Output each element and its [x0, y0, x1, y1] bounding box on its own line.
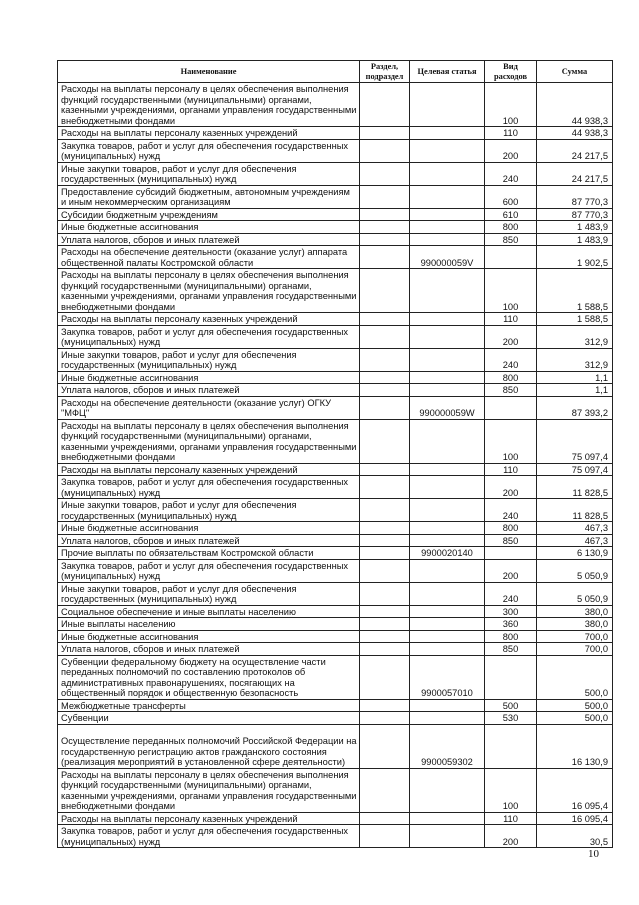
table-row: [58, 582, 613, 605]
cell-article: [410, 83, 485, 127]
cell-vid: [485, 246, 537, 269]
cell-article: [410, 534, 485, 547]
cell-article: [410, 630, 485, 643]
cell-name: Иные бюджетные ассигнования: [58, 221, 360, 234]
cell-vid: 300: [485, 605, 537, 618]
cell-article: [410, 522, 485, 535]
table-row: [58, 825, 613, 848]
cell-vid: 200: [485, 476, 537, 499]
table-row: [58, 83, 613, 127]
cell-name: Расходы на выплаты персоналу в целях обеспечения выполнения функций государственными (муниципальными) органами, казенными учреждениями, органами управления государственными внебюджетными фондами: [58, 419, 360, 463]
cell-name: Расходы на выплаты персоналу казенных учреждений: [58, 812, 360, 825]
cell-section: [360, 396, 410, 419]
cell-sum: 16 095,4: [537, 768, 613, 812]
cell-section: [360, 246, 410, 269]
cell-name: Расходы на выплаты персоналу казенных учреждений: [58, 313, 360, 326]
cell-vid: 200: [485, 559, 537, 582]
cell-section: [360, 313, 410, 326]
cell-sum: 87 770,3: [537, 185, 613, 208]
cell-article: 990000059V: [410, 246, 485, 269]
cell-section: [360, 605, 410, 618]
cell-sum: 5 050,9: [537, 582, 613, 605]
cell-article: [410, 825, 485, 848]
cell-vid: 850: [485, 534, 537, 547]
table-row: [58, 221, 613, 234]
cell-name: Закупка товаров, работ и услуг для обеспечения государственных (муниципальных) нужд: [58, 825, 360, 848]
cell-article: [410, 348, 485, 371]
table-row: [58, 476, 613, 499]
cell-vid: [485, 396, 537, 419]
cell-name: Субвенции федеральному бюджету на осуществление части переданных полномочий по составлению протоколов об административных правонарушениях, посягающих на общественный порядок и общественную безопасность: [58, 655, 360, 699]
cell-name: Уплата налогов, сборов и иных платежей: [58, 643, 360, 656]
table-row: [58, 396, 613, 419]
cell-article: [410, 699, 485, 712]
table-row: [58, 712, 613, 725]
cell-article: [410, 605, 485, 618]
cell-section: [360, 419, 410, 463]
cell-name: Иные бюджетные ассигнования: [58, 522, 360, 535]
cell-name: Закупка товаров, работ и услуг для обеспечения государственных (муниципальных) нужд: [58, 139, 360, 162]
cell-vid: 100: [485, 83, 537, 127]
cell-name: Иные закупки товаров, работ и услуг для обеспечения государственных (муниципальных) нужд: [58, 582, 360, 605]
cell-article: [410, 476, 485, 499]
cell-article: [410, 582, 485, 605]
cell-section: [360, 139, 410, 162]
cell-sum: 467,3: [537, 534, 613, 547]
cell-sum: 1,1: [537, 371, 613, 384]
header-vid: Вид расходов: [485, 61, 537, 83]
cell-section: [360, 712, 410, 725]
cell-section: [360, 559, 410, 582]
cell-article: [410, 712, 485, 725]
cell-vid: 800: [485, 522, 537, 535]
cell-sum: 500,0: [537, 699, 613, 712]
table-row: [58, 499, 613, 522]
cell-name: Иные бюджетные ассигнования: [58, 630, 360, 643]
cell-section: [360, 348, 410, 371]
cell-name: Уплата налогов, сборов и иных платежей: [58, 233, 360, 246]
cell-sum: 1 588,5: [537, 269, 613, 313]
table-row: [58, 618, 613, 631]
table-row: [58, 547, 613, 560]
cell-name: Расходы на выплаты персоналу казенных учреждений: [58, 463, 360, 476]
cell-article: [410, 185, 485, 208]
cell-sum: 1,1: [537, 384, 613, 397]
budget-document: [57, 60, 612, 848]
table-row: [58, 127, 613, 140]
cell-section: [360, 384, 410, 397]
cell-vid: 110: [485, 812, 537, 825]
cell-article: 9900059302: [410, 724, 485, 768]
cell-name: Расходы на выплаты персоналу в целях обеспечения выполнения функций государственными (муниципальными) органами, казенными учреждениями, органами управления государственными внебюджетными фондами: [58, 768, 360, 812]
cell-name: Иные закупки товаров, работ и услуг для обеспечения государственных (муниципальных) нужд: [58, 499, 360, 522]
cell-section: [360, 655, 410, 699]
cell-name: Межбюджетные трансферты: [58, 699, 360, 712]
cell-vid: [485, 655, 537, 699]
cell-vid: 240: [485, 582, 537, 605]
cell-article: [410, 325, 485, 348]
cell-section: [360, 699, 410, 712]
cell-sum: 700,0: [537, 630, 613, 643]
cell-name: Закупка товаров, работ и услуг для обеспечения государственных (муниципальных) нужд: [58, 559, 360, 582]
cell-sum: 75 097,4: [537, 463, 613, 476]
cell-article: [410, 221, 485, 234]
cell-sum: 1 902,5: [537, 246, 613, 269]
cell-section: [360, 768, 410, 812]
cell-vid: [485, 724, 537, 768]
cell-section: [360, 522, 410, 535]
table-row: [58, 463, 613, 476]
cell-sum: 87 393,2: [537, 396, 613, 419]
cell-section: [360, 83, 410, 127]
cell-sum: 500,0: [537, 712, 613, 725]
cell-section: [360, 643, 410, 656]
cell-vid: 100: [485, 768, 537, 812]
cell-sum: 16 130,9: [537, 724, 613, 768]
page-number: 10: [588, 848, 599, 860]
cell-section: [360, 127, 410, 140]
table-row: [58, 269, 613, 313]
cell-sum: 6 130,9: [537, 547, 613, 560]
table-row: [58, 139, 613, 162]
cell-sum: 312,9: [537, 348, 613, 371]
table-header-row: [58, 61, 613, 83]
cell-article: 9900020140: [410, 547, 485, 560]
cell-section: [360, 476, 410, 499]
cell-article: 9900057010: [410, 655, 485, 699]
cell-article: [410, 233, 485, 246]
table-row: [58, 371, 613, 384]
cell-article: [410, 127, 485, 140]
cell-name: Прочие выплаты по обязательствам Костромской области: [58, 547, 360, 560]
cell-article: [410, 313, 485, 326]
cell-vid: 200: [485, 325, 537, 348]
cell-section: [360, 618, 410, 631]
cell-sum: 44 938,3: [537, 127, 613, 140]
table-row: [58, 419, 613, 463]
cell-article: [410, 419, 485, 463]
cell-name: Субсидии бюджетным учреждениям: [58, 208, 360, 221]
table-row: [58, 534, 613, 547]
cell-vid: 200: [485, 139, 537, 162]
cell-sum: 467,3: [537, 522, 613, 535]
cell-section: [360, 582, 410, 605]
table-row: [58, 643, 613, 656]
cell-sum: 30,5: [537, 825, 613, 848]
cell-sum: 75 097,4: [537, 419, 613, 463]
table-row: [58, 162, 613, 185]
cell-vid: 110: [485, 463, 537, 476]
header-article: Целевая статья: [410, 61, 485, 83]
cell-section: [360, 499, 410, 522]
cell-vid: 610: [485, 208, 537, 221]
cell-vid: 500: [485, 699, 537, 712]
cell-vid: 240: [485, 499, 537, 522]
table-row: [58, 768, 613, 812]
cell-vid: 800: [485, 371, 537, 384]
cell-name: Уплата налогов, сборов и иных платежей: [58, 384, 360, 397]
table-row: [58, 384, 613, 397]
header-name: Наименование: [58, 61, 360, 83]
table-row: [58, 655, 613, 699]
cell-name: Иные бюджетные ассигнования: [58, 371, 360, 384]
table-row: [58, 348, 613, 371]
cell-name: Иные закупки товаров, работ и услуг для обеспечения государственных (муниципальных) нужд: [58, 162, 360, 185]
cell-sum: 5 050,9: [537, 559, 613, 582]
cell-sum: 11 828,5: [537, 476, 613, 499]
cell-vid: 800: [485, 221, 537, 234]
cell-article: [410, 618, 485, 631]
cell-article: [410, 162, 485, 185]
cell-name: Расходы на обеспечение деятельности (оказание услуг) ОГКУ "МФЦ": [58, 396, 360, 419]
cell-article: 990000059W: [410, 396, 485, 419]
table-row: [58, 699, 613, 712]
cell-section: [360, 371, 410, 384]
header-section: Раздел, подраздел: [360, 61, 410, 83]
cell-name: Социальное обеспечение и иные выплаты населению: [58, 605, 360, 618]
cell-section: [360, 208, 410, 221]
cell-sum: 380,0: [537, 618, 613, 631]
cell-section: [360, 825, 410, 848]
cell-section: [360, 162, 410, 185]
table-row: [58, 522, 613, 535]
cell-article: [410, 499, 485, 522]
cell-sum: 24 217,5: [537, 139, 613, 162]
budget-table: [57, 60, 613, 848]
cell-section: [360, 221, 410, 234]
cell-article: [410, 208, 485, 221]
cell-vid: 240: [485, 162, 537, 185]
cell-name: Уплата налогов, сборов и иных платежей: [58, 534, 360, 547]
cell-sum: 24 217,5: [537, 162, 613, 185]
cell-section: [360, 325, 410, 348]
cell-article: [410, 559, 485, 582]
cell-section: [360, 630, 410, 643]
cell-article: [410, 139, 485, 162]
cell-vid: [485, 547, 537, 560]
cell-name: Осуществление переданных полномочий Российской Федерации на государственную регистрацию актов гражданского состояния (реализация мероприятий в установленной сфере деятельности): [58, 724, 360, 768]
cell-vid: 600: [485, 185, 537, 208]
cell-sum: 1 483,9: [537, 221, 613, 234]
cell-sum: 16 095,4: [537, 812, 613, 825]
cell-name: Расходы на выплаты персоналу в целях обеспечения выполнения функций государственными (муниципальными) органами, казенными учреждениями, органами управления государственными внебюджетными фондами: [58, 269, 360, 313]
cell-sum: 87 770,3: [537, 208, 613, 221]
cell-section: [360, 233, 410, 246]
table-row: [58, 313, 613, 326]
cell-article: [410, 269, 485, 313]
cell-article: [410, 384, 485, 397]
cell-vid: 850: [485, 643, 537, 656]
cell-vid: 360: [485, 618, 537, 631]
cell-sum: 1 483,9: [537, 233, 613, 246]
cell-vid: 850: [485, 233, 537, 246]
table-row: [58, 630, 613, 643]
cell-vid: 100: [485, 269, 537, 313]
cell-article: [410, 768, 485, 812]
cell-name: Закупка товаров, работ и услуг для обеспечения государственных (муниципальных) нужд: [58, 325, 360, 348]
cell-section: [360, 812, 410, 825]
cell-article: [410, 463, 485, 476]
cell-article: [410, 812, 485, 825]
table-row: [58, 208, 613, 221]
table-row: [58, 724, 613, 768]
cell-vid: 240: [485, 348, 537, 371]
cell-name: Закупка товаров, работ и услуг для обеспечения государственных (муниципальных) нужд: [58, 476, 360, 499]
cell-sum: 44 938,3: [537, 83, 613, 127]
cell-sum: 1 588,5: [537, 313, 613, 326]
cell-sum: 11 828,5: [537, 499, 613, 522]
cell-vid: 530: [485, 712, 537, 725]
cell-name: Предоставление субсидий бюджетным, автономным учреждениям и иным некоммерческим организациям: [58, 185, 360, 208]
cell-sum: 700,0: [537, 643, 613, 656]
cell-vid: 800: [485, 630, 537, 643]
cell-name: Расходы на выплаты персоналу казенных учреждений: [58, 127, 360, 140]
cell-section: [360, 185, 410, 208]
cell-vid: 200: [485, 825, 537, 848]
cell-sum: 380,0: [537, 605, 613, 618]
cell-section: [360, 547, 410, 560]
cell-name: Иные закупки товаров, работ и услуг для обеспечения государственных (муниципальных) нужд: [58, 348, 360, 371]
cell-vid: 100: [485, 419, 537, 463]
cell-name: Расходы на выплаты персоналу в целях обеспечения выполнения функций государственными (муниципальными) органами, казенными учреждениями, органами управления государственными внебюджетными фондами: [58, 83, 360, 127]
table-row: [58, 812, 613, 825]
cell-name: Субвенции: [58, 712, 360, 725]
cell-vid: 850: [485, 384, 537, 397]
cell-section: [360, 269, 410, 313]
cell-sum: 312,9: [537, 325, 613, 348]
table-row: [58, 605, 613, 618]
cell-section: [360, 724, 410, 768]
cell-vid: 110: [485, 313, 537, 326]
cell-section: [360, 534, 410, 547]
cell-article: [410, 643, 485, 656]
cell-name: Расходы на обеспечение деятельности (оказание услуг) аппарата общественной палаты Костромской области: [58, 246, 360, 269]
table-row: [58, 325, 613, 348]
cell-section: [360, 463, 410, 476]
table-row: [58, 185, 613, 208]
table-row: [58, 559, 613, 582]
cell-article: [410, 371, 485, 384]
table-row: [58, 233, 613, 246]
cell-name: Иные выплаты населению: [58, 618, 360, 631]
cell-vid: 110: [485, 127, 537, 140]
table-row: [58, 246, 613, 269]
cell-sum: 500,0: [537, 655, 613, 699]
header-sum: Сумма: [537, 61, 613, 83]
